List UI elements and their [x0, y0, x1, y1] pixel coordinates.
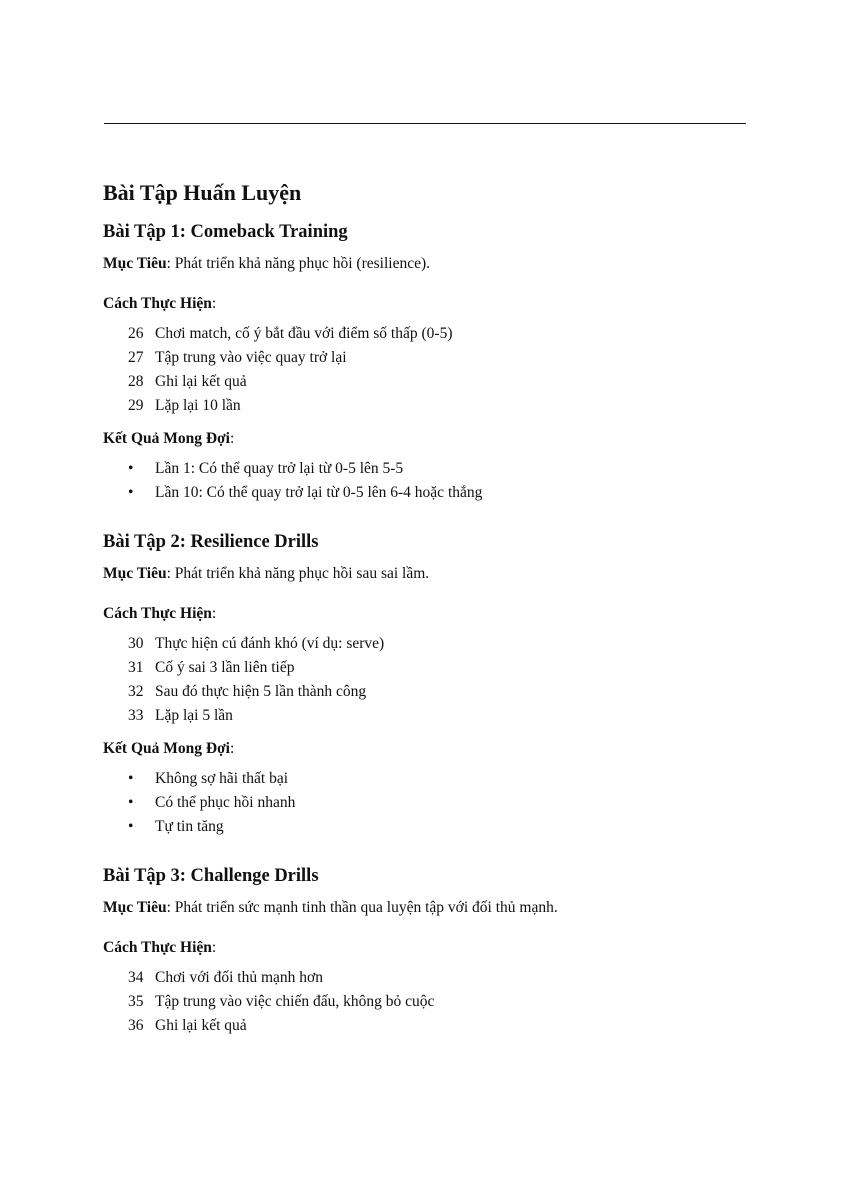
step-item [103, 394, 753, 418]
step-text: Chơi match, cố ý bắt đầu với điểm số thấp (0-5) [155, 325, 453, 342]
bullet-icon: • [128, 770, 134, 787]
results-list [103, 767, 753, 839]
step-item [103, 346, 753, 370]
exercise-title: Bài Tập 1: Comeback Training [103, 222, 348, 242]
goal-label: Mục Tiêu [103, 899, 167, 916]
goal-text: : Phát triển khả năng phục hồi sau sai lầm. [166, 565, 430, 582]
step-text: Ghi lại kết quả [155, 1017, 247, 1034]
document-body [103, 178, 753, 1038]
goal-text: : Phát triển khả năng phục hồi (resilience). [166, 255, 431, 272]
expected-label: Kết Quả Mong Đợi [103, 740, 230, 757]
step-item [103, 680, 753, 704]
step-text: Thực hiện cú đánh khó (ví dụ: serve) [155, 635, 385, 652]
step-number: 28 [128, 373, 144, 390]
step-number: 29 [128, 397, 144, 414]
step-item [103, 1014, 753, 1038]
result-item [103, 481, 753, 505]
step-text: Cố ý sai 3 lần liên tiếp [155, 659, 295, 676]
exercise-goal [103, 897, 753, 919]
steps-list [103, 322, 753, 418]
step-item [103, 632, 753, 656]
step-number: 36 [128, 1017, 144, 1034]
result-text: Lần 10: Có thể quay trở lại từ 0-5 lên 6-4 hoặc thắng [155, 484, 483, 501]
step-number: 27 [128, 349, 144, 366]
step-item [103, 990, 753, 1014]
step-item [103, 704, 753, 728]
step-text: Lặp lại 10 lần [155, 397, 241, 414]
exercise-3 [103, 863, 753, 1038]
result-item [103, 457, 753, 481]
steps-list [103, 966, 753, 1038]
step-number: 34 [128, 969, 144, 986]
goal-label: Mục Tiêu [103, 255, 167, 272]
step-text: Sau đó thực hiện 5 lần thành công [155, 683, 367, 700]
step-number: 26 [128, 325, 144, 342]
step-number: 31 [128, 659, 144, 676]
step-number: 35 [128, 993, 144, 1010]
step-number: 32 [128, 683, 144, 700]
page-title: Bài Tập Huấn Luyện [103, 180, 302, 205]
expected-heading: Kết Quả Mong Đợi: [103, 740, 235, 757]
step-number: 30 [128, 635, 144, 652]
step-text: Lặp lại 5 lần [155, 707, 233, 724]
step-item [103, 656, 753, 680]
result-text: Không sợ hãi thất bại [155, 770, 289, 787]
result-item [103, 815, 753, 839]
method-heading: Cách Thực Hiện: [103, 295, 217, 312]
bullet-icon: • [128, 460, 134, 477]
step-text: Tập trung vào việc chiến đấu, không bỏ cuộc [155, 993, 435, 1010]
method-label: Cách Thực Hiện [103, 605, 212, 622]
step-text: Tập trung vào việc quay trở lại [155, 349, 347, 366]
method-label: Cách Thực Hiện [103, 939, 212, 956]
result-item [103, 767, 753, 791]
goal-label: Mục Tiêu [103, 565, 167, 582]
expected-heading: Kết Quả Mong Đợi: [103, 430, 235, 447]
bullet-icon: • [128, 794, 134, 811]
exercise-2 [103, 529, 753, 839]
method-heading: Cách Thực Hiện: [103, 605, 217, 622]
result-text: Có thể phục hồi nhanh [155, 794, 296, 811]
bullet-icon: • [128, 484, 134, 501]
step-item [103, 322, 753, 346]
steps-list [103, 632, 753, 728]
goal-text: : Phát triển sức mạnh tinh thần qua luyện tập với đối thủ mạnh. [166, 899, 558, 916]
result-item [103, 791, 753, 815]
step-item [103, 370, 753, 394]
exercise-title: Bài Tập 3: Challenge Drills [103, 866, 319, 886]
exercise-goal [103, 563, 753, 585]
bullet-icon: • [128, 818, 134, 835]
top-divider [104, 123, 746, 124]
step-text: Chơi với đối thủ mạnh hơn [155, 969, 323, 986]
step-text: Ghi lại kết quả [155, 373, 247, 390]
exercise-1 [103, 219, 753, 505]
step-item [103, 966, 753, 990]
method-heading: Cách Thực Hiện: [103, 939, 217, 956]
exercise-title: Bài Tập 2: Resilience Drills [103, 532, 319, 552]
method-label: Cách Thực Hiện [103, 295, 212, 312]
results-list [103, 457, 753, 505]
result-text: Lần 1: Có thể quay trở lại từ 0-5 lên 5-5 [155, 460, 404, 477]
expected-label: Kết Quả Mong Đợi [103, 430, 230, 447]
step-number: 33 [128, 707, 144, 724]
result-text: Tự tin tăng [155, 818, 224, 835]
exercise-goal [103, 253, 753, 275]
